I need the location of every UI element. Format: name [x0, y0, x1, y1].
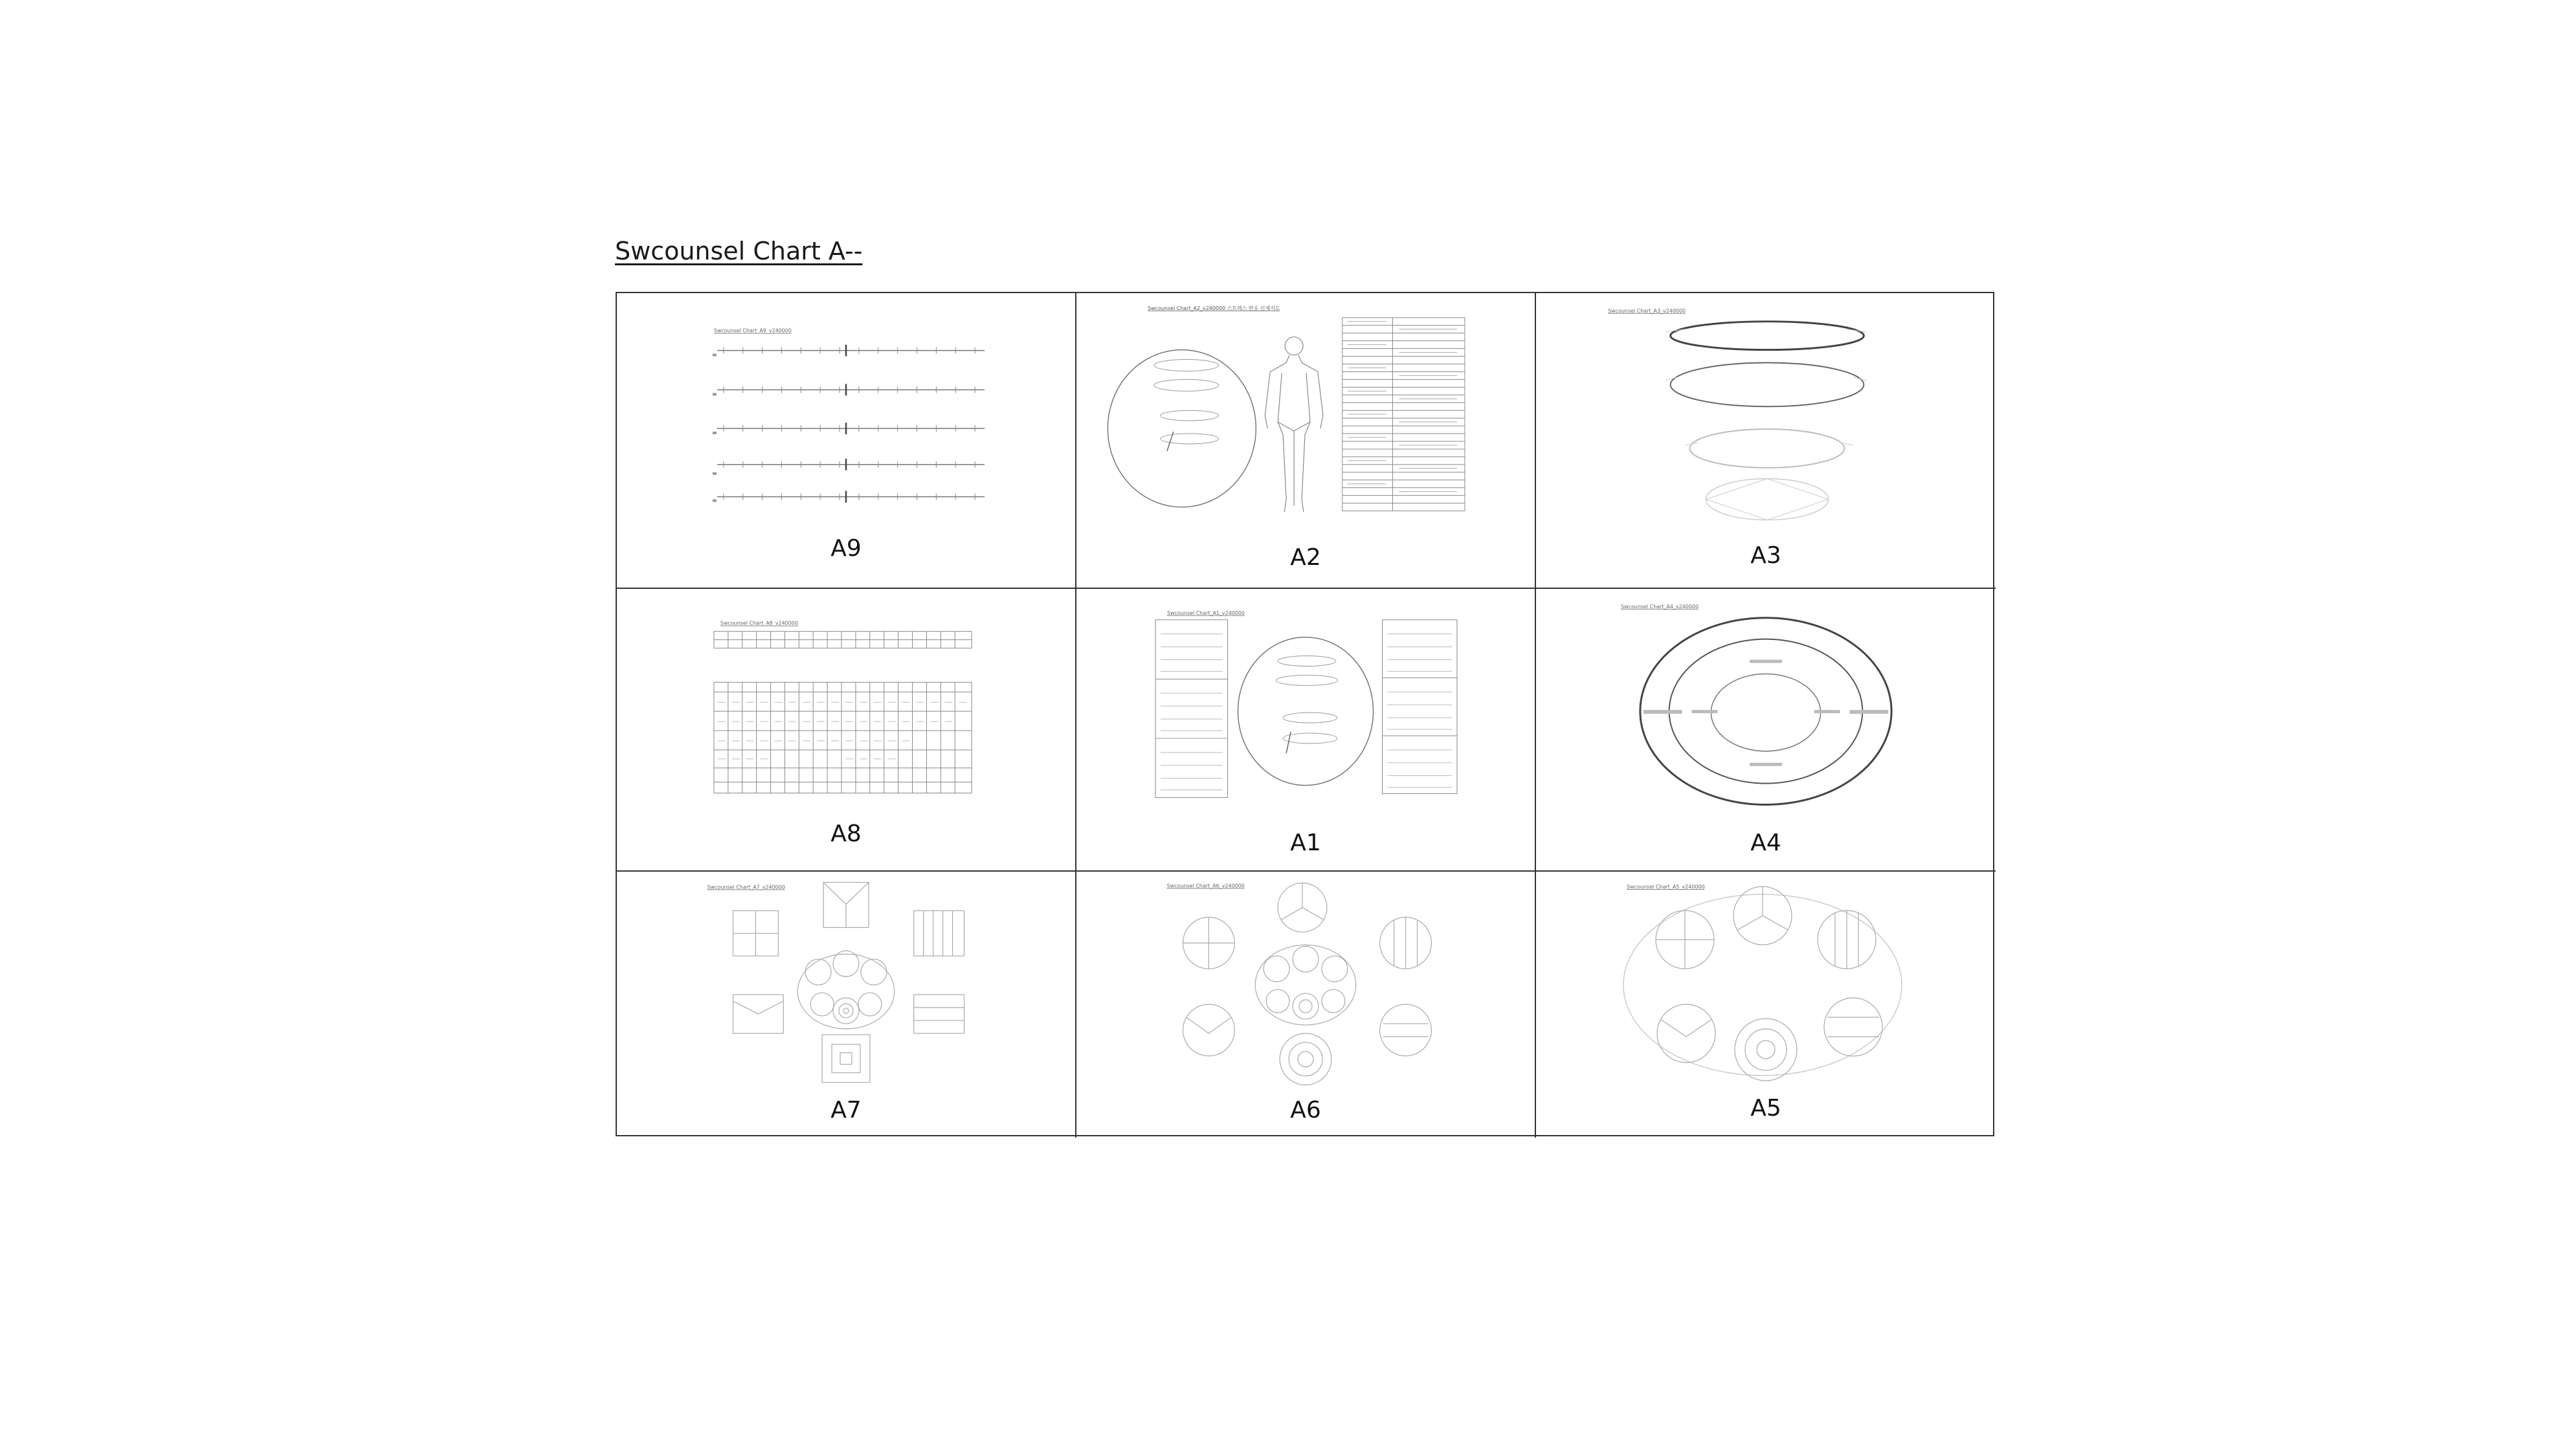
chart-grid: [616, 292, 1994, 1136]
a4-thumbnail: [1536, 589, 1996, 870]
cell-label-a2: A2: [1290, 544, 1321, 571]
a6-thumb-title: Swcounsel Chart_A6_v240000: [1166, 883, 1245, 889]
chart-cell-a3[interactable]: [1536, 293, 1996, 589]
chart-cell-a4[interactable]: [1536, 589, 1996, 872]
cell-label-a7: A7: [830, 1097, 862, 1123]
a1-thumbnail: [1076, 589, 1535, 870]
page-title: Swcounsel Chart A--: [615, 237, 863, 265]
a3-thumb-title: Swcounsel Chart_A3_v240000: [1608, 307, 1686, 314]
a2-thumb-title: Swcounsel Chart_A2_v240000 스트레스 반응 신체지도: [1148, 305, 1280, 311]
a7-thumb-title: Swcounsel Chart_A7_v240000: [707, 884, 785, 890]
chart-cell-a8[interactable]: [617, 589, 1076, 872]
cell-label-a8: A8: [830, 821, 862, 847]
cell-label-a3: A3: [1750, 542, 1781, 569]
cell-label-a5: A5: [1750, 1095, 1781, 1121]
chart-cell-a7[interactable]: [617, 872, 1076, 1138]
cell-label-a1: A1: [1290, 830, 1321, 856]
chart-cell-a6[interactable]: [1076, 872, 1536, 1138]
chart-cell-a9[interactable]: [617, 293, 1076, 589]
cell-label-a6: A6: [1290, 1097, 1321, 1123]
a1-thumb-title: Swcounsel Chart_A1_v240000: [1166, 610, 1245, 616]
a2-thumbnail: [1076, 293, 1535, 588]
chart-cell-a2[interactable]: [1076, 293, 1536, 589]
chart-cell-a5[interactable]: [1536, 872, 1996, 1138]
a5-thumb-title: Swcounsel Chart_A5_v240000: [1627, 884, 1705, 890]
cell-label-a9: A9: [830, 535, 862, 562]
a4-thumb-title: Swcounsel Chart_A4_v240000: [1621, 603, 1699, 610]
a9-thumb-title: Swcounsel Chart_A9_v240000: [713, 327, 792, 334]
a8-thumb-title: Swcounsel Chart_A8_v240000: [720, 620, 798, 626]
chart-cell-a1[interactable]: [1076, 589, 1536, 872]
cell-label-a4: A4: [1750, 830, 1781, 856]
